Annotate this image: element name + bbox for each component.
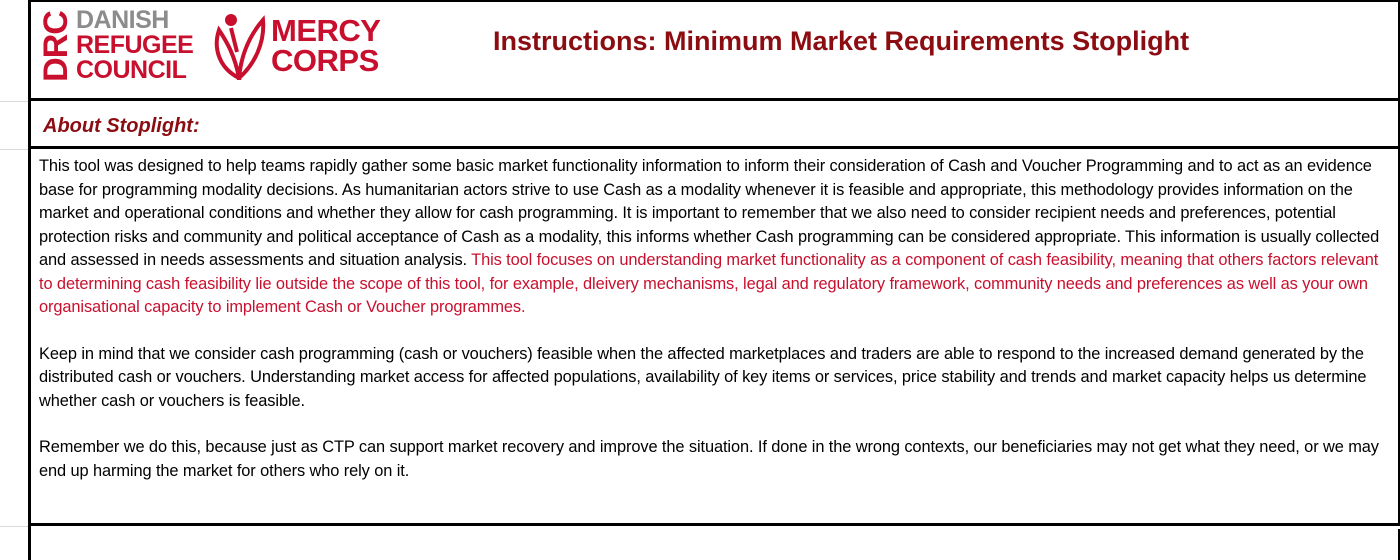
drc-logo-wordmark [76, 8, 193, 83]
mercy-corps-line-2: CORPS [271, 43, 379, 78]
drc-logo-line-2: REFUGEE [76, 31, 194, 59]
drc-logo-line-3: COUNCIL [76, 56, 187, 84]
page-title: Instructions: Minimum Market Requirements Stoplight [493, 26, 1190, 56]
gridline [0, 101, 28, 102]
mercy-corps-wordmark [271, 13, 381, 78]
gridline [0, 526, 28, 527]
drc-logo-letters: DRC [36, 10, 75, 82]
mercy-corps-line-1: MERCY [271, 13, 381, 48]
drc-logo [36, 6, 201, 86]
section-heading: About Stoplight: [43, 115, 200, 137]
next-section-cell[interactable] [31, 529, 1400, 560]
worksheet [31, 0, 1400, 560]
gridline [0, 149, 28, 150]
drc-logo-mark [36, 8, 75, 84]
paragraph-feasibility: Keep in mind that we consider cash programming (cash or vouchers) feasible when the affected marketplaces and traders are able to respond to the increased demand generated by the distributed cash or vouchers. Understanding market access for affected populations, availability of key items or services, price stability and trends and market capacity helps us determine whether cash or vouchers is feasible. [39, 344, 1367, 410]
instructions-body-cell[interactable] [31, 149, 1400, 526]
drc-logo-line-1: DANISH [76, 6, 169, 34]
section-heading-cell[interactable] [31, 101, 1400, 149]
row-header-margin [0, 0, 31, 560]
header-band [31, 0, 1400, 101]
paragraph-reminder: Remember we do this, because just as CTP can support market recovery and improve the situation. If done in the wrong contexts, our beneficiaries may not get what they need, or we may end up harming the market for others who rely on it. [39, 438, 1379, 480]
paragraph-about-text: This tool was designed to help teams rapidly gather some basic market functionality information to inform their consideration of Cash and Voucher Programming and to act as an evidence base for programming modality decisions. As humanitarian actors strive to use Cash as a modality whenever it is feasible and appropriate, this methodology provides information on the market and operational conditions and whether they allow for cash programming. It is important to remember that we also need to consider recipient needs and preferences, potential protection risks and community and political acceptance of Cash as a modality, this informs whether Cash programming can be considered appropriate. This information is usually collected and assessed in needs assessments and situation analysis. [39, 157, 1380, 269]
paragraph-about-highlight: This tool focuses on understanding market functionality as a component of cash feasibility, meaning that others factors relevant to determining cash feasibility lie outside the scope of this tool, for example, dleivery mechanisms, legal and regulatory framework, community needs and preferences as well as your own organisational capacity to implement Cash or Voucher programmes. [39, 251, 1379, 316]
paragraph-about [39, 155, 1388, 320]
mercy-corps-logo [209, 12, 384, 82]
mercy-corps-leaf-icon [209, 12, 267, 80]
